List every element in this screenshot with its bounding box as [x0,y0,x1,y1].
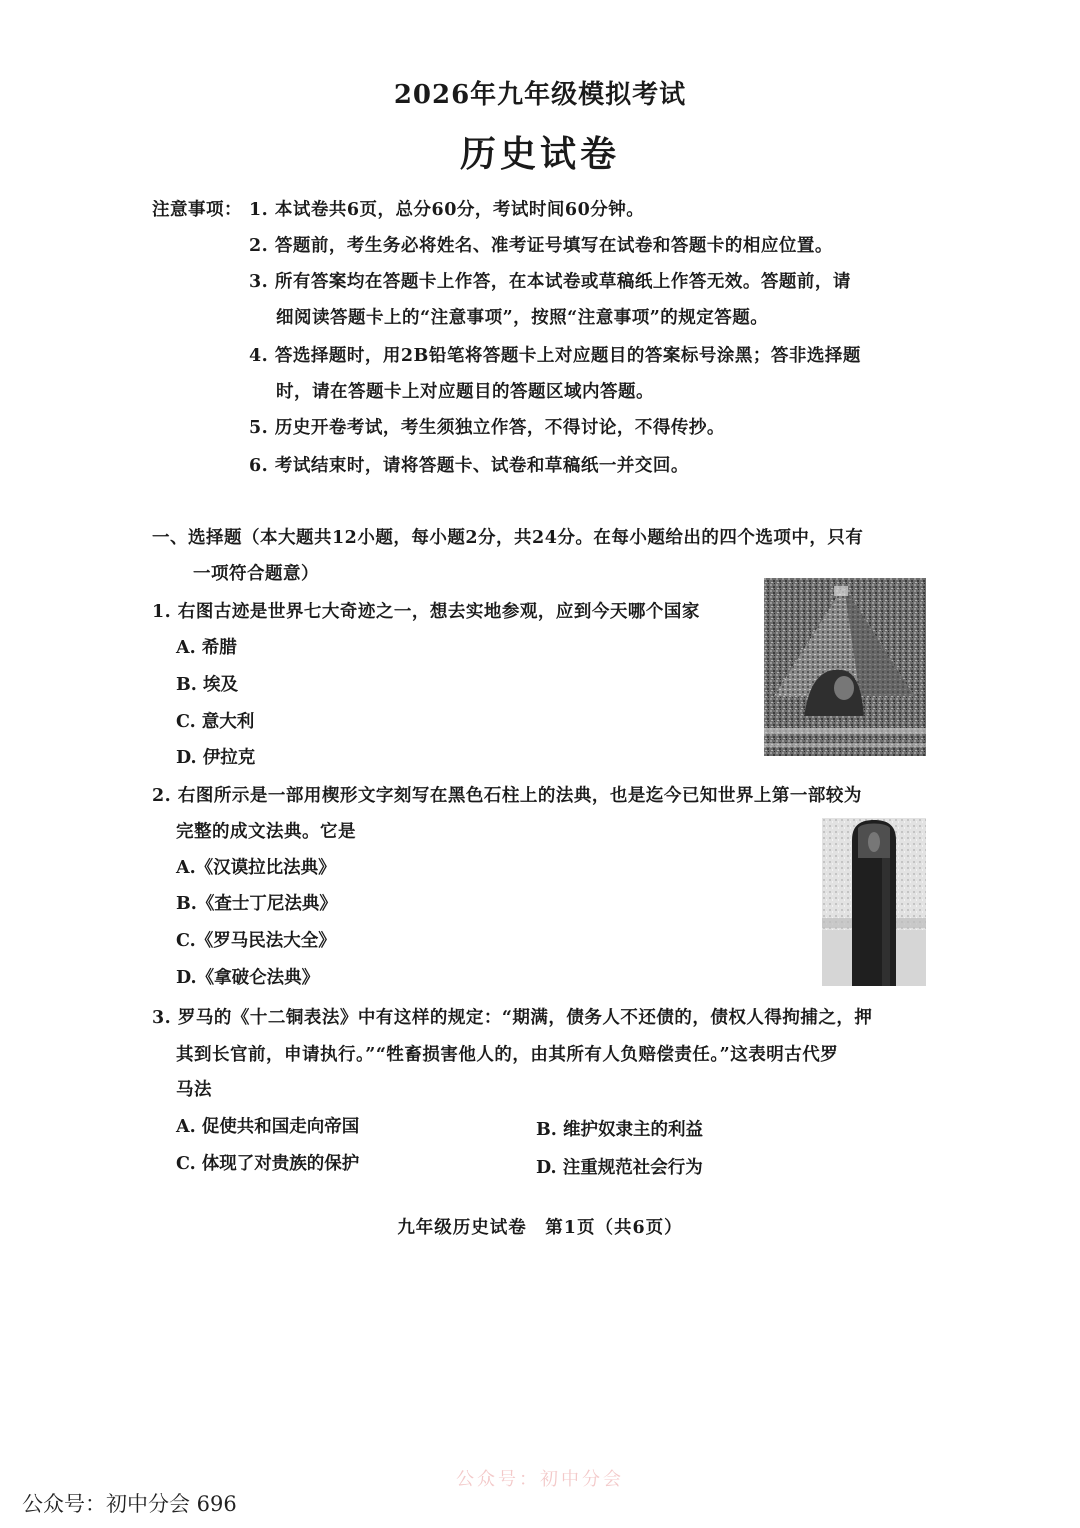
notice-item: 4. 答选择题时，用2B铅笔将答题卡上对应题目的答案标号涂黑；答非选择题 [249,346,861,366]
question-option: A.《汉谟拉比法典》 [176,858,336,878]
question-stem-continued: 其到长官前，申请执行。”“牲畜损害他人的，由其所有人负赔偿责任。”这表明古代罗 [176,1045,839,1065]
section-heading: 一、选择题（本大题共12小题，每小题2分，共24分。在每小题给出的四个选项中，只有 [152,528,864,548]
question-option: D.《拿破仑法典》 [176,968,320,988]
question-option: A. 促使共和国走向帝国 [176,1117,360,1137]
question-option: B. 维护奴隶主的利益 [536,1120,703,1140]
question-option: C. 体现了对贵族的保护 [176,1154,360,1174]
question-stem: 1. 右图古迹是世界七大奇迹之一，想去实地参观，应到今天哪个国家 [152,602,700,622]
subject-title: 历史试卷 [459,133,620,175]
notice-item: 3. 所有答案均在答题卡上作答，在本试卷或草稿纸上作答无效。答题前，请 [249,272,851,292]
question-stem: 2. 右图所示是一部用楔形文字刻写在黑色石柱上的法典，也是迄今已知世界上第一部较为 [152,786,862,806]
question-option: A. 希腊 [176,638,237,658]
source-label: 公众号：初中分会 696 [22,1492,237,1516]
notice-item: 2. 答题前，考生务必将姓名、准考证号填写在试卷和答题卡的相应位置。 [249,236,833,256]
question-option: D. 注重规范社会行为 [536,1158,703,1178]
page-footer: 九年级历史试卷 第1页（共6页） [397,1218,683,1238]
notice-label: 注意事项： [152,200,242,220]
exam-title: 2026年九年级模拟考试 [393,80,687,110]
question-option: D. 伊拉克 [176,748,256,768]
notice-item: 6. 考试结束时，请将答题卡、试卷和草稿纸一并交回。 [249,456,689,476]
notice-item: 1. 本试卷共6页，总分60分，考试时间60分钟。 [249,200,645,220]
notice-item-continued: 时，请在答题卡上对应题目的答题区域内答题。 [276,382,654,402]
watermark: 公众号：初中分会 [456,1469,624,1490]
section-heading-continued: 一项符合题意） [193,564,319,584]
question-stem-continued: 完整的成文法典。它是 [176,822,356,842]
question-option: C.《罗马民法大全》 [176,931,336,951]
hammurabi-stele-image [822,818,926,986]
notice-item: 5. 历史开卷考试，考生须独立作答，不得讨论，不得传抄。 [249,418,725,438]
question-option: B. 埃及 [176,675,238,695]
pyramid-sphinx-image [764,578,926,756]
question-option: B.《查士丁尼法典》 [176,894,337,914]
question-stem-continued: 马法 [176,1080,212,1100]
question-stem: 3. 罗马的《十二铜表法》中有这样的规定：“期满，债务人不还债的，债权人得拘捕之，押 [152,1008,873,1028]
question-option: C. 意大利 [176,712,255,732]
notice-item-continued: 细阅读答题卡上的“注意事项”，按照“注意事项”的规定答题。 [276,308,769,328]
